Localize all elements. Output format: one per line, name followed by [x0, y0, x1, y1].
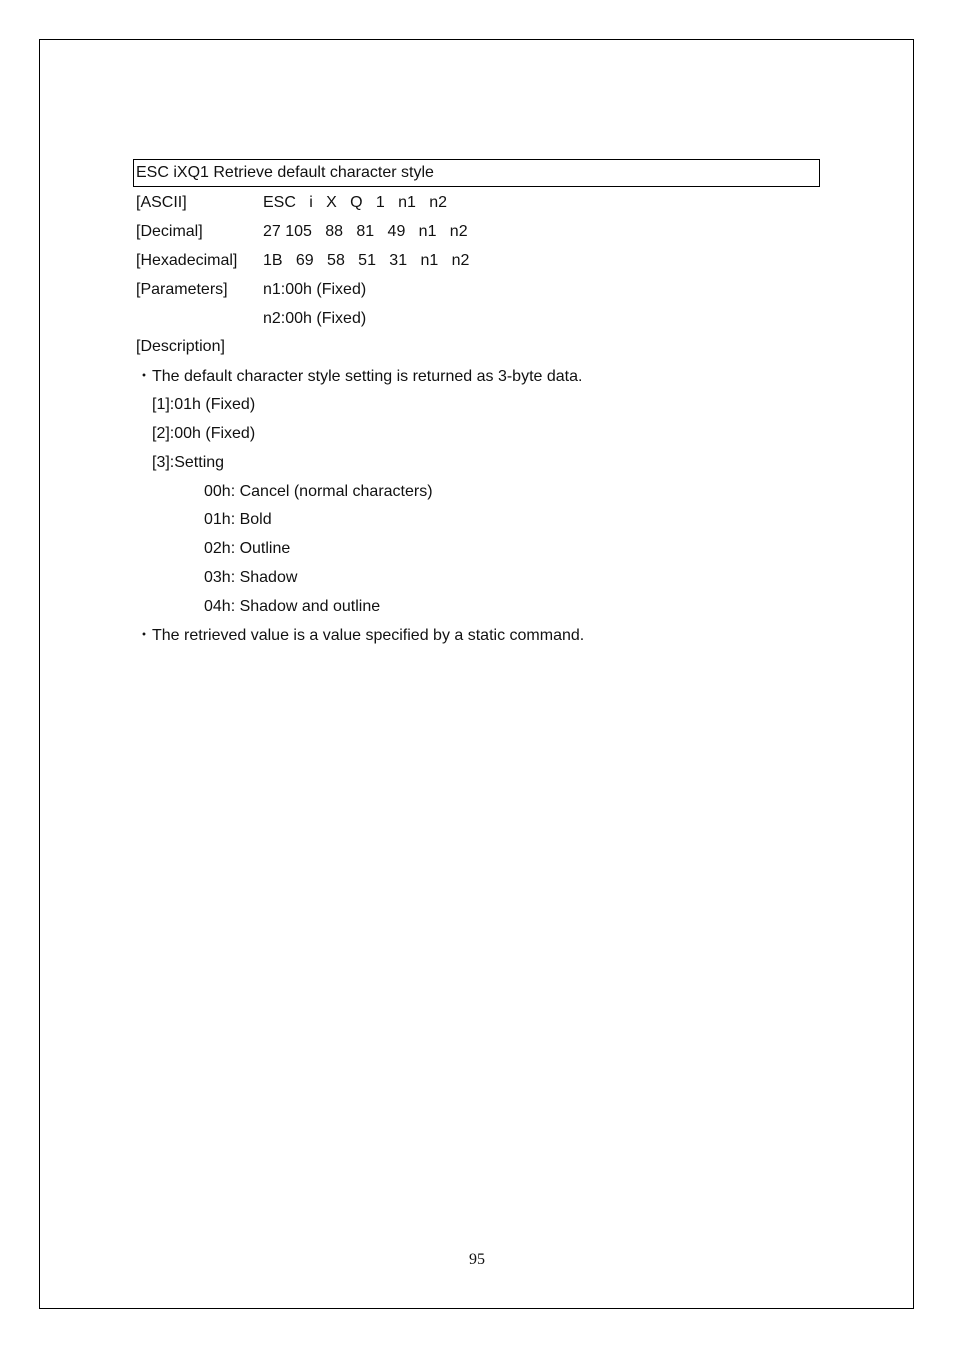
- parameters-label: [Parameters]: [136, 281, 228, 298]
- setting-option: 04h: Shadow and outline: [204, 598, 381, 615]
- decimal-value: 27 105 88 81 49 n1 n2: [263, 223, 468, 240]
- setting-option: 01h: Bold: [204, 511, 272, 528]
- description-label: [Description]: [136, 338, 225, 355]
- return-byte-1: [1]:01h (Fixed): [152, 396, 256, 413]
- hexadecimal-label: [Hexadecimal]: [136, 252, 238, 269]
- decimal-label: [Decimal]: [136, 223, 203, 240]
- return-byte-3: [3]:Setting: [152, 454, 225, 471]
- parameter-n1: n1:00h (Fixed): [263, 281, 367, 298]
- ascii-label: [ASCII]: [136, 194, 187, 211]
- ascii-value: ESC i X Q 1 n1 n2: [263, 194, 448, 211]
- hexadecimal-value: 1B 69 58 51 31 n1 n2: [263, 252, 470, 269]
- parameter-n2: n2:00h (Fixed): [263, 310, 367, 327]
- setting-option: 02h: Outline: [204, 540, 291, 557]
- return-byte-2: [2]:00h (Fixed): [152, 425, 256, 442]
- page-number: 95: [469, 1251, 485, 1268]
- setting-option: 00h: Cancel (normal characters): [204, 483, 433, 500]
- description-bullet: ・The retrieved value is a value specified by a static command.: [136, 627, 585, 644]
- setting-option: 03h: Shadow: [204, 569, 298, 586]
- description-bullet: ・The default character style setting is returned as 3-byte data.: [136, 368, 583, 385]
- command-title: ESC iXQ1 Retrieve default character style: [133, 159, 820, 187]
